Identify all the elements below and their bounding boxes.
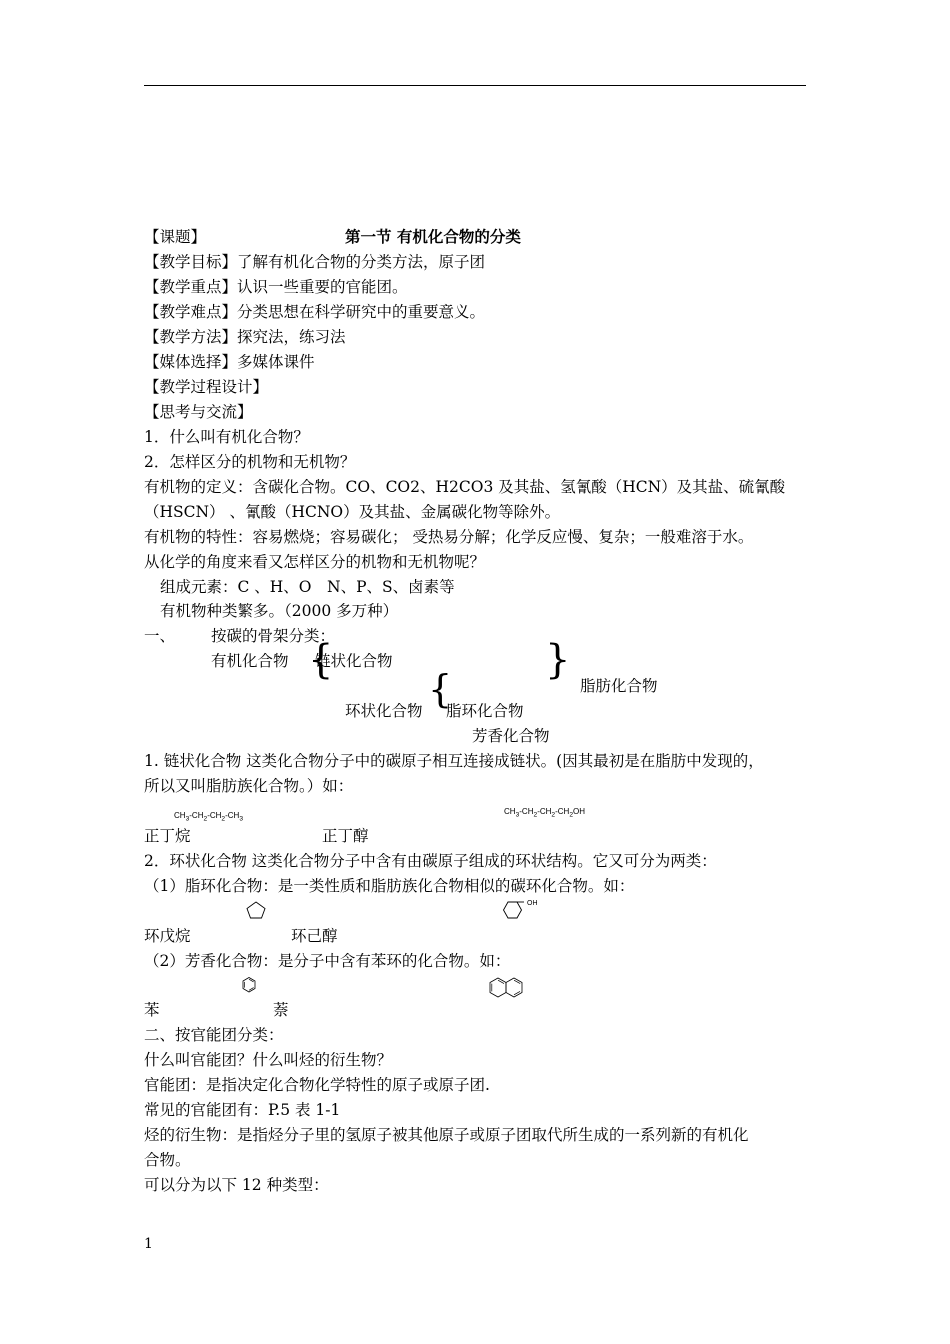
discussion-heading: 【思考与交流】 xyxy=(144,403,253,421)
teaching-difficulty: 【教学难点】分类思想在科学研究中的重要意义。 xyxy=(144,303,486,321)
chain-desc-1: 1. 链状化合物 这类化合物分子中的碳原子相互连接成链状。(因其最初是在脂肪中发现的， xyxy=(144,752,764,770)
functional-group-def: 官能团：是指决定化合物化学特性的原子或原子团. xyxy=(144,1076,490,1094)
butane-formula: $CH_3-CH_2-CH_2-CH_3$ xyxy=(174,811,244,823)
common-groups: 常见的官能团有：P.5 表 1-1 xyxy=(144,1101,341,1119)
section-1-number: 一、 xyxy=(144,627,176,645)
definition-line-2: （HSCN） 、氰酸（HCNO）及其盐、金属碳化物等除外。 xyxy=(144,503,561,521)
teaching-method: 【教学方法】探究法，练习法 xyxy=(144,328,346,346)
properties-line-2: 从化学的角度来看又怎样区分的机物和无机物呢？ xyxy=(144,553,486,571)
page-number: 1 xyxy=(144,1236,153,1252)
definition-line-1: 有机物的定义：含碳化合物。CO、CO2、H2CO3 及其盐、氢氰酸（HCN）及其盐、硫氰酸 xyxy=(144,478,786,496)
naphthalene-label: 萘 xyxy=(273,1001,289,1019)
question-1: 1．什么叫有机化合物？ xyxy=(144,428,309,446)
cyclopentane-structure-icon xyxy=(245,900,267,920)
cyclohexanol-label: 环己醇 xyxy=(291,927,338,945)
chain-desc-2: 所以又叫脂肪族化合物。）如： xyxy=(144,777,354,795)
tree-aromatic: 芳香化合物 xyxy=(472,727,550,745)
tree-alicyclic: 脂环化合物 xyxy=(446,702,524,720)
butanol-label: 正丁醇 xyxy=(322,827,369,845)
types-line: 可以分为以下 12 种类型： xyxy=(144,1176,329,1194)
tree-ring: 环状化合物 xyxy=(345,702,423,720)
teaching-goal: 【教学目标】了解有机化合物的分类方法，原子团 xyxy=(144,253,486,271)
tree-fatty: 脂肪化合物 xyxy=(580,677,658,695)
naphthalene-structure-icon xyxy=(488,976,526,1000)
topic-label: 【课题】 xyxy=(144,228,207,246)
variety-line: 有机物种类繁多。（2000 多万种） xyxy=(160,602,399,620)
header-rule xyxy=(144,85,806,86)
section-2-question: 什么叫官能团？什么叫烃的衍生物？ xyxy=(144,1051,393,1069)
question-2: 2．怎样区分的机物和无机物？ xyxy=(144,453,356,471)
benzene-label: 苯 xyxy=(144,1001,160,1019)
section-2-title: 二、按官能团分类： xyxy=(144,1026,284,1044)
properties-line-1: 有机物的特性：容易燃烧；容易碳化； 受热易分解；化学反应慢、复杂；一般难溶于水。 xyxy=(144,528,754,546)
cyclopentane-label: 环戊烷 xyxy=(144,927,191,945)
right-brace: } xyxy=(545,637,571,683)
derivative-def-1: 烃的衍生物：是指烃分子里的氢原子被其他原子或原子团取代所生成的一系列新的有机化 xyxy=(144,1126,749,1144)
section-1-title: 按碳的骨架分类： xyxy=(211,627,336,645)
lesson-title: 第一节 有机化合物的分类 xyxy=(345,227,521,246)
alicyclic-desc: （1）脂环化合物：是一类性质和脂肪族化合物相似的碳环化合物。如： xyxy=(144,877,635,895)
elements-line: 组成元素：C 、H、O N、P、S、卤素等 xyxy=(160,578,455,596)
teaching-key: 【教学重点】认识一些重要的官能团。 xyxy=(144,278,408,296)
media-choice: 【媒体选择】多媒体课件 xyxy=(144,353,315,371)
butanol-formula: $CH_3-CH_2-CH_2-CH_2OH$ xyxy=(504,807,586,819)
tree-chain: 链状化合物 xyxy=(315,652,393,670)
left-brace-2: { xyxy=(428,667,453,711)
process-design: 【教学过程设计】 xyxy=(144,378,269,396)
cyclohexanol-structure-icon xyxy=(502,899,526,921)
tree-root: 有机化合物 xyxy=(211,652,289,670)
derivative-def-2: 合物。 xyxy=(144,1151,191,1169)
aromatic-desc: （2）芳香化合物：是分子中含有苯环的化合物。如： xyxy=(144,952,511,970)
left-brace-1: { xyxy=(308,637,334,683)
ring-desc: 2．环状化合物 这类化合物分子中含有由碳原子组成的环状结构。它又可分为两类： xyxy=(144,852,717,870)
butane-label: 正丁烷 xyxy=(144,827,191,845)
oh-label: OH xyxy=(527,900,538,907)
benzene-structure-icon xyxy=(241,976,257,994)
